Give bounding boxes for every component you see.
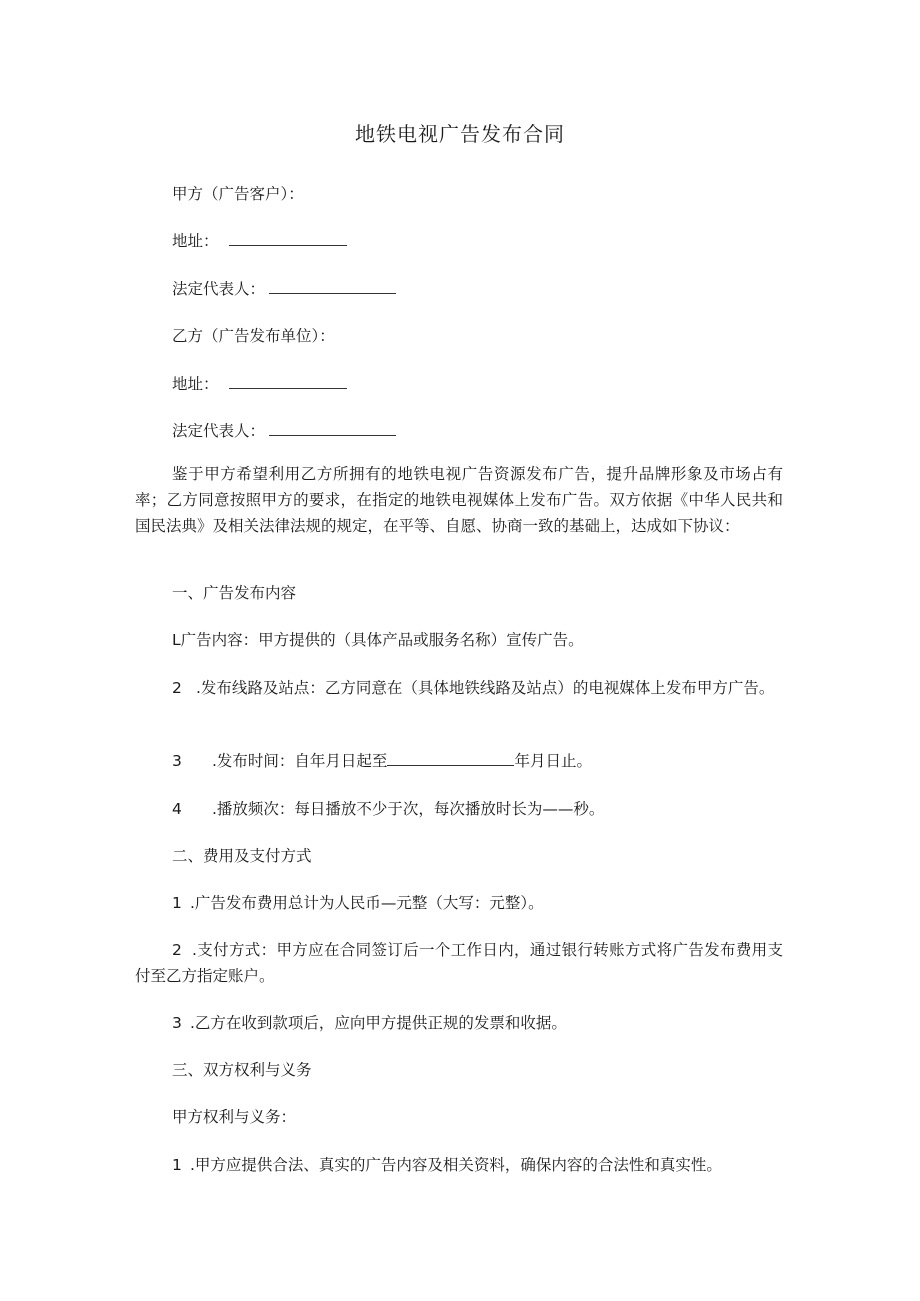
section1-item3-text-post: 年月日止。 [514, 752, 592, 770]
section2-item1-number: 1 [172, 894, 182, 912]
section2-heading: 二、费用及支付方式 [172, 847, 312, 865]
preamble-paragraph: 鉴于甲方希望利用乙方所拥有的地铁电视广告资源发布广告，提升品牌形象及市场占有率；乙方同意按照甲方的要求，在指定的地铁电视媒体上发布广告。双方依据《中华人民共和国民法典》及相关法律法规的规定，在平等、自愿、协商一致的基础上，达成如下协议： [135, 465, 783, 535]
party-b-address-line [172, 371, 347, 397]
party-a-rep-line [172, 276, 396, 302]
section3-item1-number: 1 [172, 1156, 182, 1174]
section2-item1-text: .广告发布费用总计为人民币—元整（大写：元整）。 [190, 894, 544, 912]
section2-item2 [135, 937, 783, 989]
section1-item1: L广告内容：甲方提供的（具体产品或服务名称）宣传广告。 [172, 631, 584, 649]
party-a-rep-label: 法定代表人： [172, 280, 266, 298]
section1-item4 [172, 796, 604, 822]
section3-item1-text: .甲方应提供合法、真实的广告内容及相关资料，确保内容的合法性和真实性。 [190, 1156, 722, 1174]
party-b-address-label: 地址： [172, 375, 219, 393]
party-a-label: 甲方（广告客户）： [172, 185, 304, 203]
section1-heading: 一、广告发布内容 [172, 584, 297, 602]
party-a-address-label: 地址： [172, 232, 219, 250]
party-b-rep-blank [269, 419, 396, 436]
section1-item3-text-pre: .发布时间：自年月日起至 [212, 752, 388, 770]
section1-item3-blank [387, 749, 514, 766]
party-b-address-blank [229, 372, 347, 389]
section2-item3 [172, 1010, 567, 1036]
party-a-rep-blank [269, 277, 396, 294]
section2-item1 [172, 890, 544, 916]
section1-item3 [172, 748, 592, 774]
section1-item2 [135, 675, 783, 701]
section1-item4-text: .播放频次：每日播放不少于次，每次播放时长为——秒。 [212, 800, 605, 818]
document-title: 地铁电视广告发布合同 [355, 122, 565, 146]
section2-item2-number: 2 [172, 941, 182, 959]
section1-item2-number: 2 [172, 679, 182, 697]
party-a-address-blank [229, 229, 347, 246]
section2-item2-text: .支付方式：甲方应在合同签订后一个工作日内，通过银行转账方式将广告发布费用支付至乙方指定账户。 [135, 941, 783, 985]
party-b-rep-label: 法定代表人： [172, 422, 266, 440]
party-a-address-line [172, 228, 347, 254]
party-b-rep-line [172, 418, 396, 444]
party-b-label: 乙方（广告发布单位）： [172, 327, 335, 345]
section3-heading: 三、双方权利与义务 [172, 1061, 312, 1079]
section3-sub-heading: 甲方权利与义务： [172, 1108, 297, 1126]
section3-item1 [172, 1152, 722, 1178]
section1-item3-number: 3 [172, 752, 182, 770]
section2-item3-text: .乙方在收到款项后，应向甲方提供正规的发票和收据。 [190, 1014, 567, 1032]
section1-item4-number: 4 [172, 800, 182, 818]
section2-item3-number: 3 [172, 1014, 182, 1032]
section1-item2-text: .发布线路及站点：乙方同意在（具体地铁线路及站点）的电视媒体上发布甲方广告。 [196, 679, 775, 697]
